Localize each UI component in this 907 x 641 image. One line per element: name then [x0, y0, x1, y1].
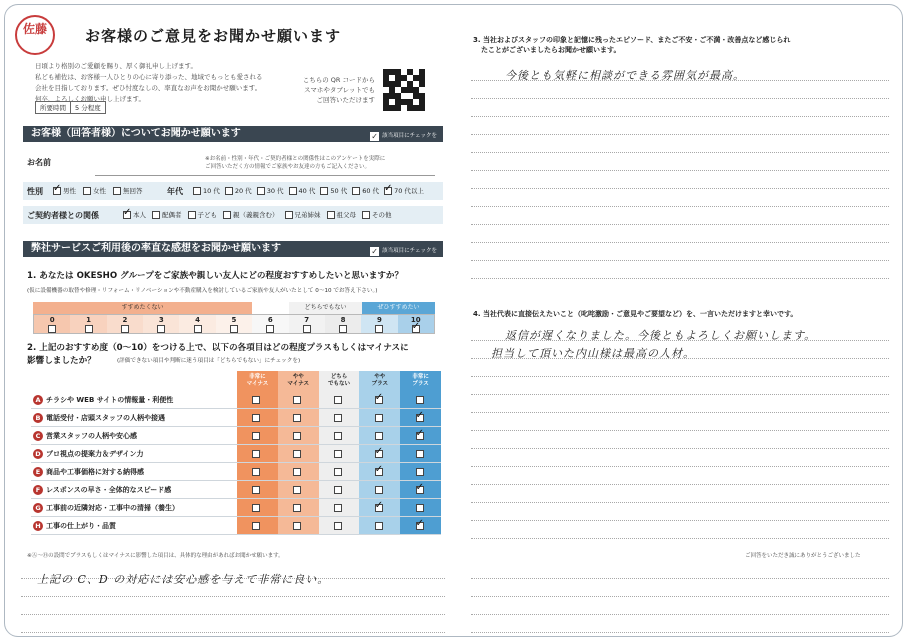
age-options	[193, 186, 424, 195]
time-required: 所要時間 5 分程度	[35, 101, 106, 114]
footer-lines	[471, 561, 889, 633]
scale-head-negative: すすめたくない	[33, 302, 252, 314]
relation-spouse[interactable]: 配偶者	[152, 210, 182, 219]
checkbox-icon[interactable]	[375, 486, 383, 494]
name-field[interactable]	[95, 175, 435, 176]
checkbox-icon[interactable]	[293, 468, 301, 476]
checkbox-icon[interactable]	[375, 325, 383, 333]
age-60s[interactable]: 60 代	[352, 186, 379, 195]
age-10s[interactable]: 10 代	[193, 186, 220, 195]
relation-child[interactable]: 子ども	[188, 210, 218, 219]
thanks-message: ご回答をいただき誠にありがとうございました	[745, 553, 861, 559]
survey-sheet	[4, 4, 903, 637]
checkbox-icon[interactable]	[375, 414, 383, 422]
checkbox-icon[interactable]	[252, 486, 260, 494]
checkbox-icon[interactable]	[334, 486, 342, 494]
q3-answer-lines[interactable]	[471, 63, 889, 279]
impact-row	[31, 427, 441, 445]
col-somewhat-positive: やや プラス	[371, 374, 388, 387]
checkbox-icon[interactable]	[293, 450, 301, 458]
relation-grandparent[interactable]: 祖父母	[327, 210, 357, 219]
checkbox-icon[interactable]	[252, 522, 260, 530]
age-50s[interactable]: 50 代	[320, 186, 347, 195]
section-feedback-header: 弊社サービスご利用後の率直な感想をお聞かせ願います ✓ 該当項目にチェックを	[23, 241, 443, 257]
col-neutral: どちら でもない	[327, 374, 350, 387]
intro-text: 日頃より格別のご愛顧を賜り、厚く御礼申し上げます。 私ども補佐は、お客様一人ひとりの心に寄り添った、地域でもっとも愛される 会社を目指しております。ぜひ忖度なしの、率直なお声をお聞かせ願います。 何卒、よろしくお願い申し上げます。	[35, 62, 263, 103]
item-letter-badge: F	[33, 485, 43, 495]
item-label: プロ視点の提案力＆デザイン力	[46, 449, 144, 458]
item-letter-badge: E	[33, 467, 43, 477]
scale-4[interactable]: 4	[179, 315, 215, 333]
impact-row	[31, 409, 441, 427]
checkbox-icon[interactable]	[225, 187, 233, 195]
checkbox-icon[interactable]	[375, 522, 383, 530]
checkbox-icon[interactable]	[339, 325, 347, 333]
item-label: 工事前の近隣対応・工事中の清掃（養生）	[46, 503, 179, 512]
gender-label: 性別	[27, 187, 43, 196]
checkbox-icon[interactable]	[48, 325, 56, 333]
impact-header-row	[31, 371, 441, 391]
q1-subtitle: (仮に設備機器の取替や修理・リフォーム・リノベーションや不動産購入を検討しているご家族や友人がいたとして 0〜10 でお答え下さい。)	[27, 288, 378, 294]
checkbox-icon[interactable]	[230, 325, 238, 333]
q1-title: 1. あなたは OKESHO グループをご家族や親しい友人にどの程度おすすめしたいと思いますか？	[27, 271, 404, 281]
checkbox-icon[interactable]	[327, 211, 335, 219]
section-respondent-header: お客様（回答者様）についてお聞かせ願います ✓ 該当項目にチェックを	[23, 126, 443, 142]
checkbox-icon[interactable]	[285, 211, 293, 219]
checkbox-icon[interactable]	[121, 325, 129, 333]
checkbox-icon[interactable]	[416, 396, 424, 404]
checkbox-icon[interactable]	[334, 504, 342, 512]
age-40s[interactable]: 40 代	[289, 186, 316, 195]
relation-other[interactable]: その他	[362, 210, 392, 219]
checkbox-icon[interactable]	[252, 396, 260, 404]
checkbox-icon[interactable]	[223, 211, 231, 219]
qr-code-icon[interactable]	[383, 69, 425, 111]
checkbox-icon[interactable]	[375, 468, 383, 476]
q2-subtitle: (評価できない項目や判断に迷う項目は「どちらでもない」にチェックを)	[117, 358, 301, 364]
checkbox-icon[interactable]	[123, 211, 131, 219]
q4-handwritten-answer-2: 担当して頂いた内山様は最高の人材。	[491, 347, 695, 360]
age-20s[interactable]: 20 代	[225, 186, 252, 195]
item-label: 商品や工事価格に対する納得感	[46, 467, 144, 476]
checkbox-icon[interactable]	[334, 414, 342, 422]
checkbox-icon[interactable]	[194, 325, 202, 333]
company-seal: 佐藤	[15, 15, 55, 55]
items-note: ※Ⓐ〜Ⓗの設問でプラスもしくはマイナスに影響した項目は、具体的な理由があればお聞かせ願います。	[27, 553, 284, 559]
q4-handwritten-answer-1: 返信が遅くなりました。今後ともよろしくお願いします。	[505, 329, 817, 342]
checkbox-icon[interactable]	[416, 432, 424, 440]
scale-9[interactable]: 9	[361, 315, 397, 333]
q3-title: 3. 当社およびスタッフの印象と記憶に残ったエピソード、またご不安・ご不満・改善点など感じられ たことがございましたらお聞かせ願います。	[473, 36, 791, 54]
item-letter-badge: B	[33, 413, 43, 423]
item-label: 電話受付・店頭スタッフの人柄や接遇	[46, 413, 165, 422]
qr-caption: こちらの QR コードから スマホやタブレットでも ご回答いただけます	[302, 76, 375, 104]
q3-handwritten-answer: 今後とも気軽に相談ができる雰囲気が最高。	[505, 69, 745, 82]
impact-row	[31, 463, 441, 481]
q2-title: 2. 上記のおすすめ度（0〜10）をつける上で、以下の各項目はどの程度プラスもしくはマイナスに	[27, 343, 409, 353]
item-label: 工事の仕上がり・品質	[46, 521, 116, 530]
checkbox-icon[interactable]	[375, 450, 383, 458]
col-very-positive: 非常に プラス	[412, 374, 429, 387]
checkbox-icon[interactable]	[252, 432, 260, 440]
checkbox-icon[interactable]	[362, 211, 370, 219]
scale-1[interactable]: 1	[70, 315, 106, 333]
item-letter-badge: A	[33, 395, 43, 405]
item-letter-badge: G	[33, 503, 43, 513]
checkbox-icon[interactable]	[289, 187, 297, 195]
survey-title: お客様のご意見をお聞かせ願います	[85, 27, 342, 45]
checkbox-icon[interactable]	[293, 486, 301, 494]
q2-handwritten-answer: 上記の C、D の対応には安心感を与えて非常に良い。	[37, 573, 330, 586]
item-label: チラシや WEB サイトの情報量・利便性	[46, 395, 174, 404]
checkbox-icon[interactable]	[416, 504, 424, 512]
relation-self[interactable]: ✓ 本人	[123, 210, 146, 219]
checkbox-icon[interactable]	[293, 432, 301, 440]
gender-male[interactable]: ✓ 男性	[53, 186, 76, 195]
checkbox-icon[interactable]	[257, 187, 265, 195]
checkbox-icon[interactable]	[334, 432, 342, 440]
checkbox-icon[interactable]	[303, 325, 311, 333]
q2-title-2: 影響しましたか？	[27, 356, 96, 366]
gender-female[interactable]: 女性	[83, 186, 106, 195]
checkbox-icon[interactable]	[375, 432, 383, 440]
checkbox-icon[interactable]	[85, 325, 93, 333]
age-label: 年代	[167, 187, 183, 196]
impact-row	[31, 481, 441, 499]
scale-head-neutral: どちらでもない	[289, 302, 362, 314]
checkbox-icon[interactable]	[375, 396, 383, 404]
checkbox-icon[interactable]	[352, 187, 360, 195]
checkbox-icon[interactable]	[416, 468, 424, 476]
scale-head-positive: ぜひすすめたい	[362, 302, 435, 314]
checkbox-icon[interactable]	[412, 325, 420, 333]
checkbox-icon[interactable]	[416, 450, 424, 458]
checkbox-icon[interactable]	[334, 396, 342, 404]
relation-label: ご契約者様との関係	[27, 211, 99, 220]
scale-header	[33, 302, 435, 314]
checkbox-icon[interactable]	[152, 211, 160, 219]
checkbox-icon[interactable]	[252, 504, 260, 512]
checkbox-icon[interactable]	[416, 486, 424, 494]
gender-none[interactable]: 無回答	[113, 186, 143, 195]
scale-6[interactable]: 6	[252, 315, 288, 333]
scale-7[interactable]: 7	[289, 315, 325, 333]
relation-options	[123, 210, 392, 219]
scale-10[interactable]: 10 ✓	[398, 315, 434, 333]
relation-parent[interactable]: 親（義親含む）	[223, 210, 279, 219]
item-letter-badge: D	[33, 449, 43, 459]
checkbox-icon[interactable]	[293, 522, 301, 530]
q4-title: 4. 当社代表に直接伝えたいこと（叱咤激励・ご意見やご要望など）を、一言いただけますと幸いです。	[473, 310, 798, 318]
impact-row	[31, 499, 441, 517]
col-very-negative: 非常に マイナス	[246, 374, 269, 387]
gender-options	[53, 186, 143, 195]
age-70plus[interactable]: ✓ 70 代以上	[384, 186, 424, 195]
checkbox-icon[interactable]	[83, 187, 91, 195]
item-label: レスポンスの早さ・全体的なスピード感	[46, 485, 172, 494]
checkbox-icon[interactable]	[188, 211, 196, 219]
impact-row	[31, 445, 441, 463]
checkbox-icon[interactable]	[157, 325, 165, 333]
checkbox-icon[interactable]	[293, 504, 301, 512]
checkbox-icon[interactable]	[293, 396, 301, 404]
checkbox-icon[interactable]	[252, 468, 260, 476]
col-somewhat-negative: やや マイナス	[287, 374, 310, 387]
recommend-scale	[33, 314, 435, 334]
item-label: 営業スタッフの人柄や安心感	[46, 431, 137, 440]
checkbox-icon[interactable]	[384, 187, 392, 195]
checkbox-icon[interactable]	[252, 450, 260, 458]
item-letter-badge: C	[33, 431, 43, 441]
checkbox-icon[interactable]	[375, 504, 383, 512]
checkbox-icon[interactable]	[193, 187, 201, 195]
checkbox-icon[interactable]	[416, 414, 424, 422]
impact-row	[31, 517, 441, 535]
checkbox-icon[interactable]	[334, 522, 342, 530]
checkbox-icon[interactable]	[266, 325, 274, 333]
checkbox-icon[interactable]	[416, 522, 424, 530]
checkbox-icon[interactable]	[53, 187, 61, 195]
item-letter-badge: H	[33, 521, 43, 531]
scale-8[interactable]: 8	[325, 315, 361, 333]
impact-row	[31, 391, 441, 409]
checkbox-icon[interactable]	[113, 187, 121, 195]
impact-table	[31, 371, 441, 535]
age-30s[interactable]: 30 代	[257, 186, 284, 195]
checkbox-icon[interactable]	[334, 468, 342, 476]
name-label: お名前	[27, 158, 51, 167]
scale-0[interactable]: 0	[34, 315, 70, 333]
checkbox-icon[interactable]	[320, 187, 328, 195]
checkbox-icon[interactable]	[334, 450, 342, 458]
scale-3[interactable]: 3	[143, 315, 179, 333]
name-note: ※お名前・性別・年代・ご契約者様との関係性はこのアンケートを実際に ご回答いただく方の情報でご家族やお友達の方もご記入ください。	[205, 156, 386, 170]
scale-2[interactable]: 2	[107, 315, 143, 333]
scale-5[interactable]: 5	[216, 315, 252, 333]
checkbox-icon[interactable]	[293, 414, 301, 422]
relation-sibling[interactable]: 兄弟姉妹	[285, 210, 321, 219]
checkbox-icon[interactable]	[252, 414, 260, 422]
